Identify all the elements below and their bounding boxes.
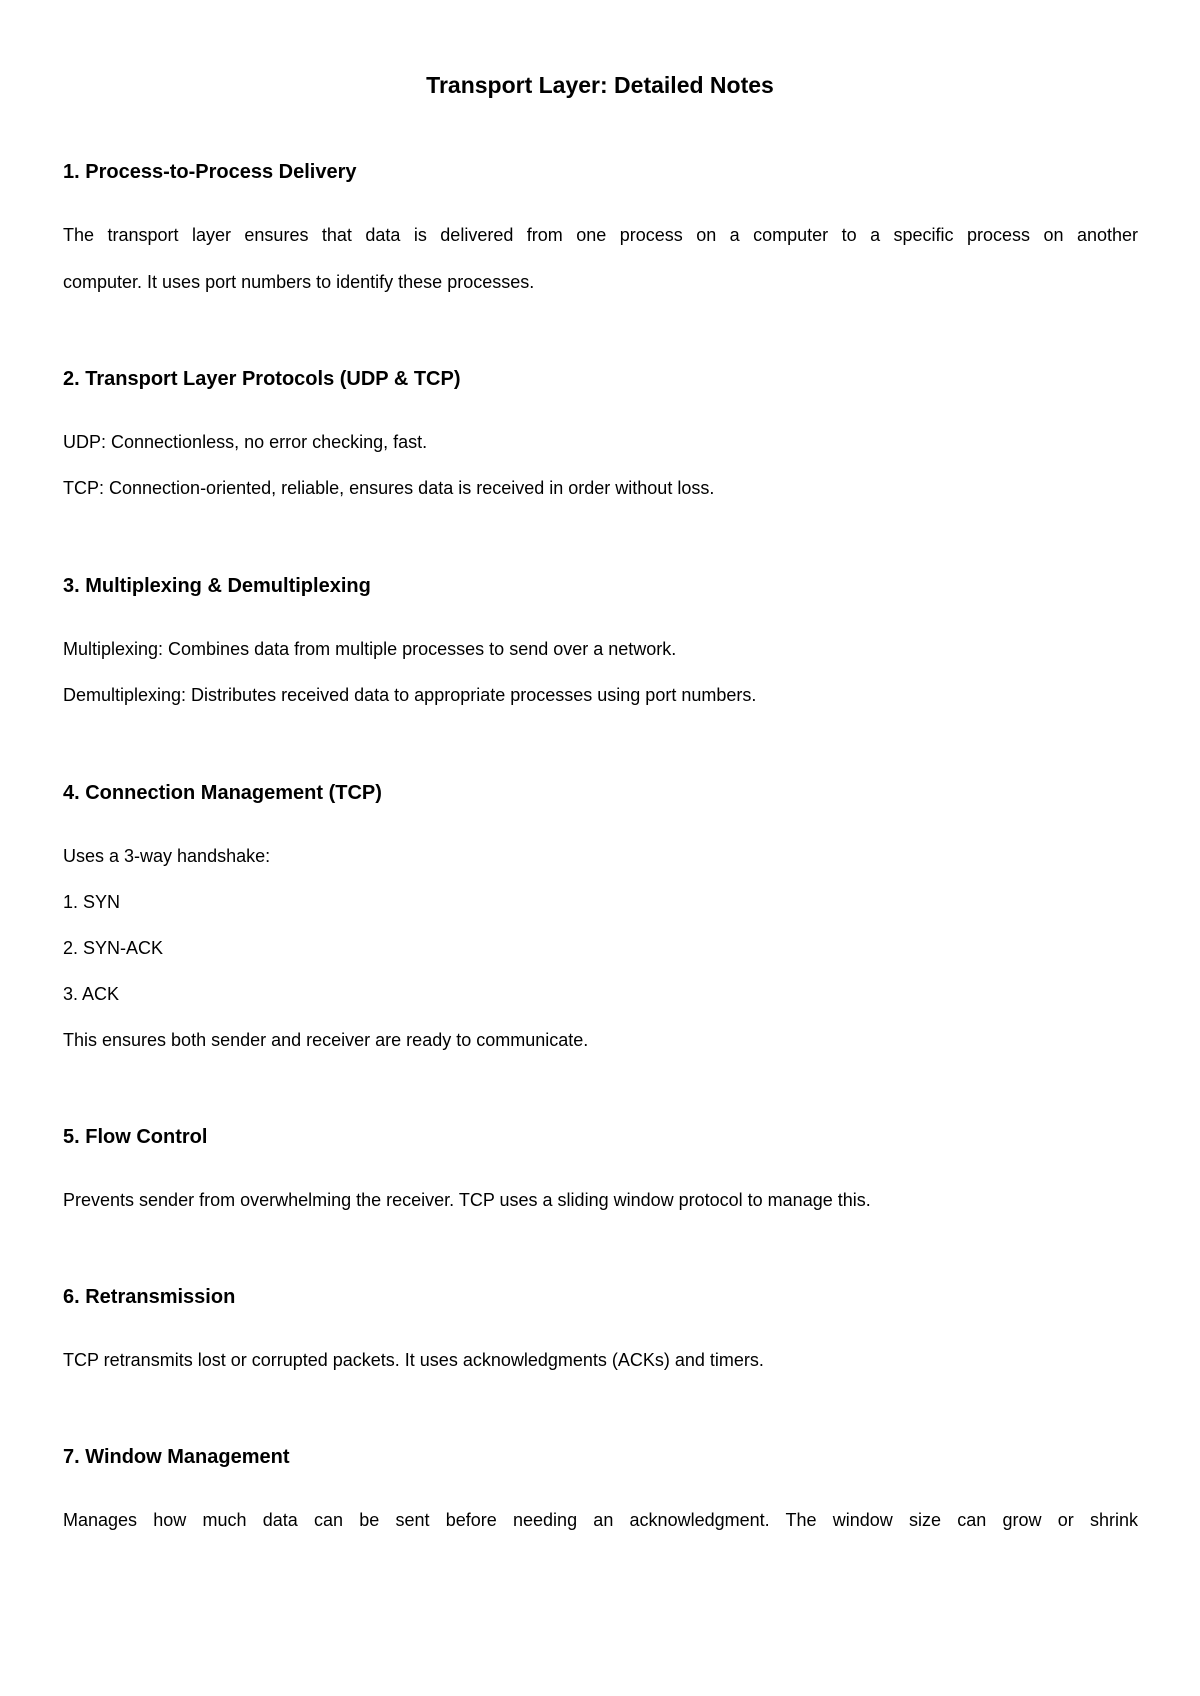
section-heading: 5. Flow Control	[63, 1126, 208, 1148]
paragraph-line: Demultiplexing: Distributes received data to appropriate processes using port numbers.	[63, 685, 757, 705]
section-heading: 1. Process-to-Process Delivery	[63, 161, 357, 183]
paragraph-line: TCP retransmits lost or corrupted packets. It uses acknowledgments (ACKs) and timers.	[63, 1350, 764, 1370]
list-item: 1. SYN	[63, 892, 121, 912]
paragraph-line: Manages how much data can be sent before needing an acknowledgment. The window size can grow or shrink	[63, 1510, 1138, 1530]
paragraph-line: Prevents sender from overwhelming the receiver. TCP uses a sliding window protocol to manage this.	[63, 1190, 871, 1210]
section-heading: 6. Retransmission	[63, 1286, 236, 1308]
section-heading: 2. Transport Layer Protocols (UDP & TCP)	[63, 368, 461, 390]
paragraph-line: This ensures both sender and receiver are ready to communicate.	[63, 1030, 589, 1050]
paragraph-line: Uses a 3-way handshake:	[63, 846, 271, 866]
list-item: 3. ACK	[63, 984, 120, 1004]
section-heading: 4. Connection Management (TCP)	[63, 782, 382, 804]
paragraph-line: computer. It uses port numbers to identify these processes.	[63, 272, 535, 292]
list-item: 2. SYN-ACK	[63, 938, 164, 958]
paragraph-line: The transport layer ensures that data is delivered from one process on a computer to a specific process on another	[63, 225, 1138, 245]
document-title: Transport Layer: Detailed Notes	[426, 72, 774, 98]
section-heading: 7. Window Management	[63, 1446, 290, 1468]
section-heading: 3. Multiplexing & Demultiplexing	[63, 575, 371, 597]
paragraph-line: TCP: Connection-oriented, reliable, ensures data is received in order without loss.	[63, 478, 715, 498]
paragraph-line: Multiplexing: Combines data from multiple processes to send over a network.	[63, 639, 677, 659]
paragraph-line: UDP: Connectionless, no error checking, fast.	[63, 432, 428, 452]
